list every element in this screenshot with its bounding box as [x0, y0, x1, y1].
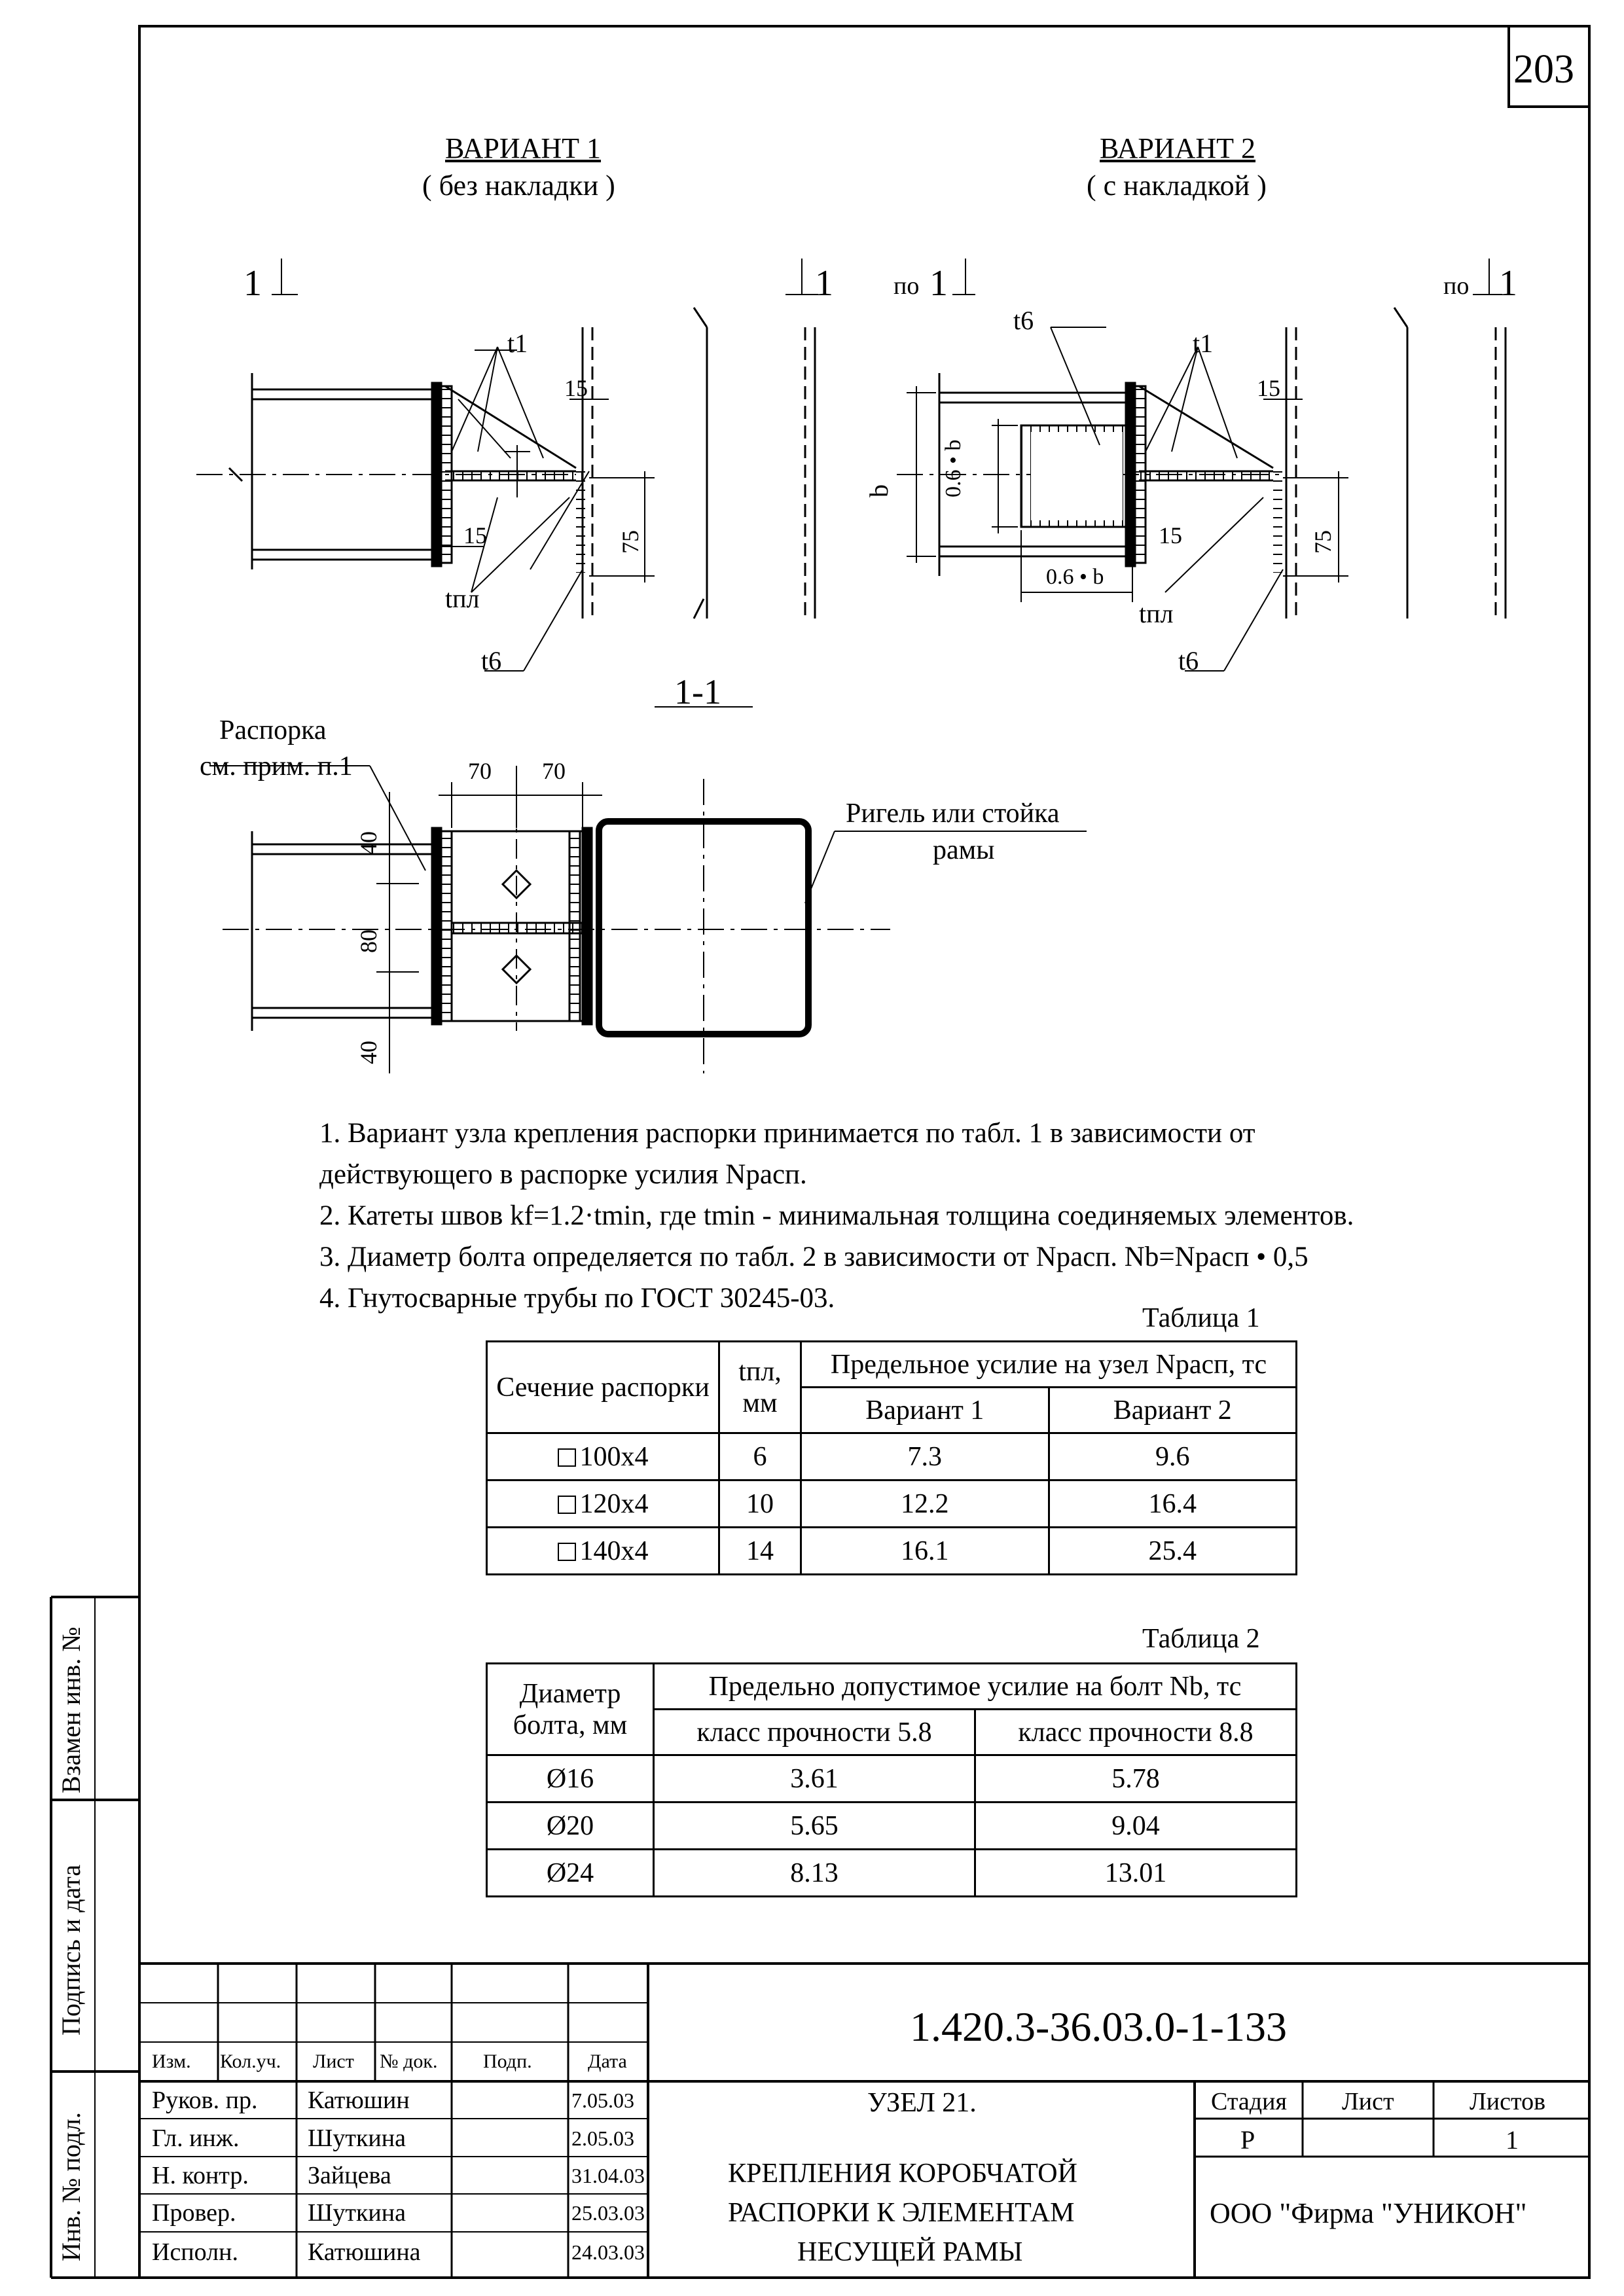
dim-15-bottom-v1: 15 — [463, 522, 487, 548]
table1-cell-v1: 7.3 — [801, 1433, 1049, 1480]
table1-cell-section: 120x4 — [487, 1480, 719, 1528]
table1-header-section: Сечение распорки — [487, 1342, 719, 1433]
cut-mark-right-v1: 1 — [815, 263, 833, 304]
dim-40-bottom: 40 — [355, 1041, 382, 1064]
node-desc-line2: РАСПОРКИ К ЭЛЕМЕНТАМ — [728, 2198, 1075, 2228]
stamp-name: Шуткина — [308, 2125, 406, 2152]
section-title: 1-1 — [674, 672, 721, 711]
table1-header-v1: Вариант 1 — [801, 1388, 1049, 1433]
cut-mark-po-right-v2: по — [1443, 272, 1470, 300]
stamp-name: Катюшин — [308, 2087, 410, 2114]
stamp-date: 24.03.03 — [571, 2240, 645, 2264]
dim-06b-horizontal-v2: 0.6 • b — [1046, 565, 1104, 589]
label-t6-v1: t6 — [481, 646, 502, 675]
dim-80: 80 — [355, 929, 382, 953]
table2-header-c58: класс прочности 5.8 — [654, 1710, 975, 1755]
label-t6-plate-v2: t6 — [1013, 306, 1034, 335]
page-number: 203 — [1513, 47, 1574, 92]
dim-40-top: 40 — [355, 831, 382, 855]
side-label-inv: Инв. № подл. — [56, 2112, 86, 2261]
dim-b-v2: b — [864, 484, 893, 497]
table1-cell-v2: 25.4 — [1049, 1528, 1297, 1575]
stamp-role: Гл. инж. — [152, 2125, 240, 2152]
document-code: 1.420.3-36.03.0-1-133 — [910, 2003, 1287, 2050]
variant1-title: ВАРИАНТ 1 — [445, 132, 602, 164]
label-t1-v2: t1 — [1193, 329, 1214, 358]
stamp-col-header: Изм. — [152, 2051, 191, 2072]
stamp-col-header: Подп. — [483, 2051, 532, 2072]
note-line: 1. Вариант узла крепления распорки принимается по табл. 1 в зависимости от — [319, 1118, 1255, 1149]
table1-cell-v1: 12.2 — [801, 1480, 1049, 1528]
stamp-date: 2.05.03 — [571, 2126, 634, 2150]
table1-header-force: Предельное усилие на узел Nрасп, тс — [801, 1342, 1297, 1388]
table2-cell-c88: 5.78 — [975, 1755, 1296, 1803]
variant1-drawing — [196, 259, 818, 671]
stamp-col-header: Дата — [588, 2051, 627, 2072]
dim-75-v1: 75 — [617, 530, 643, 554]
table1-header-v2: Вариант 2 — [1049, 1388, 1297, 1433]
side-label-replace: Взамен инв. № — [56, 1626, 86, 1793]
beam-label-line1: Ригель или стойка — [846, 798, 1060, 829]
variant2-drawing — [897, 259, 1506, 671]
table1-cell-v2: 16.4 — [1049, 1480, 1297, 1528]
cut-mark-right-v2: 1 — [1499, 263, 1517, 304]
table1-header-tpl: tпл, мм — [719, 1342, 801, 1433]
table1-cell-v1: 16.1 — [801, 1528, 1049, 1575]
variant1-subtitle: ( без накладки ) — [422, 170, 615, 202]
variant2-subtitle: ( с накладкой ) — [1087, 170, 1267, 202]
stamp-role: Н. контр. — [152, 2162, 249, 2189]
dim-70-left: 70 — [468, 758, 492, 784]
table1-cell-v2: 9.6 — [1049, 1433, 1297, 1480]
dim-06b-vertical-v2: 0.6 • b — [941, 439, 965, 497]
stamp-role: Провер. — [152, 2199, 236, 2227]
stamp-col-header: Кол.уч. — [220, 2051, 281, 2072]
sheet-label: Лист — [1342, 2088, 1394, 2115]
dim-75-v2: 75 — [1310, 530, 1336, 554]
table2-cell-c58: 3.61 — [654, 1755, 975, 1803]
table2 — [486, 1662, 1297, 1897]
cut-mark-left-v1: 1 — [244, 263, 262, 304]
table1-cell-section: 140x4 — [487, 1528, 719, 1575]
cut-mark-left-v2: 1 — [929, 263, 948, 304]
strut-label-line1: Распорка — [219, 715, 327, 745]
square-tube-icon — [558, 1543, 576, 1561]
table2-cell-c58: 5.65 — [654, 1803, 975, 1850]
table2-header-force: Предельно допустимое усилие на болт Nb, тс — [654, 1664, 1297, 1710]
dim-70-right: 70 — [542, 758, 566, 784]
stamp-date: 25.03.03 — [571, 2201, 645, 2225]
square-tube-icon — [558, 1448, 576, 1467]
stamp-col-header: № док. — [380, 2051, 438, 2072]
stamp-date: 31.04.03 — [571, 2164, 645, 2187]
stamp-name: Зайцева — [308, 2162, 391, 2189]
table2-cell-dia: Ø24 — [487, 1850, 654, 1897]
table2-cell-dia: Ø16 — [487, 1755, 654, 1803]
note-line: действующего в распорке усилия Nрасп. — [319, 1159, 807, 1190]
table2-cell-c88: 13.01 — [975, 1850, 1296, 1897]
table1 — [486, 1340, 1297, 1575]
sheets-label: Листов — [1470, 2088, 1546, 2115]
notes-block — [319, 1113, 1354, 1319]
dim-15-bottom-v2: 15 — [1159, 522, 1182, 548]
stamp-col-header: Лист — [313, 2051, 354, 2072]
sheets-value: 1 — [1506, 2125, 1519, 2155]
node-desc-line1: КРЕПЛЕНИЯ КОРОБЧАТОЙ — [728, 2159, 1077, 2189]
label-t6-v2: t6 — [1178, 646, 1199, 675]
stamp-date: 7.05.03 — [571, 2089, 634, 2112]
dim-15-top-v2: 15 — [1257, 375, 1280, 401]
label-tpl-v1: tпл — [445, 584, 480, 613]
cut-mark-po-left-v2: по — [893, 272, 920, 300]
node-title: УЗЕЛ 21. — [867, 2088, 977, 2118]
stamp-role: Исполн. — [152, 2238, 238, 2266]
note-line: 2. Катеты швов kf=1.2·tmin, где tmin - минимальная толщина соединяемых элементов. — [319, 1200, 1354, 1231]
note-line: 4. Гнутосварные трубы по ГОСТ 30245-03. — [319, 1283, 835, 1314]
stamp-name: Шуткина — [308, 2199, 406, 2227]
dim-15-top-v1: 15 — [564, 375, 588, 401]
table2-caption: Таблица 2 — [1142, 1624, 1260, 1654]
stamp-role: Руков. пр. — [152, 2087, 258, 2114]
table1-cell-tpl: 14 — [719, 1528, 801, 1575]
label-t1-v1: t1 — [507, 329, 528, 358]
square-tube-icon — [558, 1496, 576, 1514]
table2-header-dia: Диаметр болта, мм — [487, 1664, 654, 1755]
company-name: ООО "Фирма "УНИКОН" — [1210, 2197, 1527, 2229]
table1-cell-section: 100x4 — [487, 1433, 719, 1480]
node-desc-line3: НЕСУЩЕЙ РАМЫ — [797, 2237, 1023, 2267]
stage-label: Стадия — [1211, 2088, 1287, 2115]
beam-label-line2: рамы — [933, 835, 995, 865]
note-line: 3. Диаметр болта определяется по табл. 2 в зависимости от Nрасп. Nb=Nрасп • 0,5 — [319, 1242, 1308, 1272]
title-block-grid — [139, 1964, 1589, 2278]
table1-caption: Таблица 1 — [1142, 1303, 1260, 1333]
table2-cell-dia: Ø20 — [487, 1803, 654, 1850]
side-label-sign: Подпись и дата — [56, 1864, 86, 2036]
table1-cell-tpl: 6 — [719, 1433, 801, 1480]
strut-label-line2: см. прим. п.1 — [200, 751, 353, 781]
label-tpl-v2: tпл — [1139, 599, 1174, 628]
table2-cell-c58: 8.13 — [654, 1850, 975, 1897]
stamp-name: Катюшина — [308, 2238, 421, 2266]
variant2-title: ВАРИАНТ 2 — [1100, 132, 1256, 164]
table2-header-c88: класс прочности 8.8 — [975, 1710, 1296, 1755]
stage-value: Р — [1240, 2125, 1255, 2155]
table2-cell-c88: 9.04 — [975, 1803, 1296, 1850]
table1-cell-tpl: 10 — [719, 1480, 801, 1528]
